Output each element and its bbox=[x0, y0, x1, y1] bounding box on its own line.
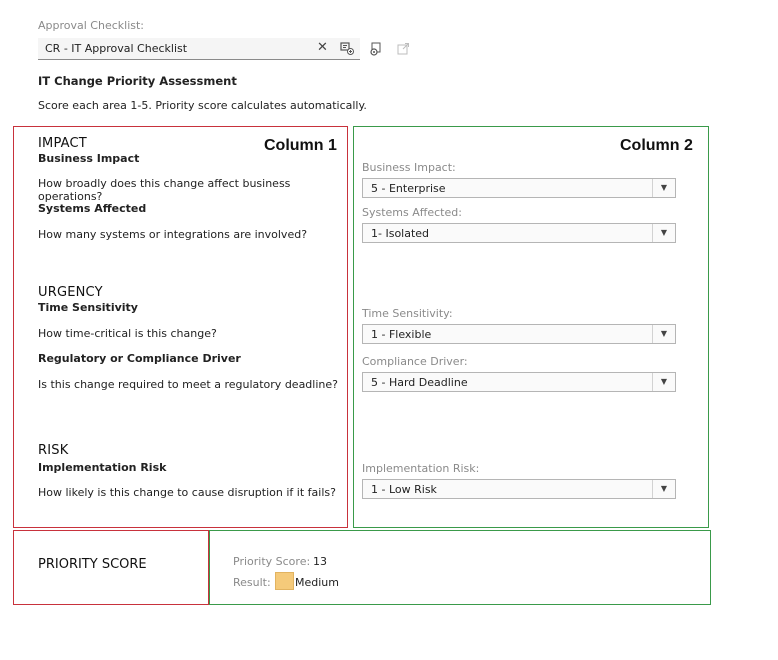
result-value: Medium bbox=[295, 576, 339, 589]
approval-checklist-label: Approval Checklist: bbox=[38, 19, 145, 32]
column-2-panel bbox=[353, 126, 709, 528]
approval-checklist-field[interactable] bbox=[38, 38, 360, 60]
impact-heading: IMPACT bbox=[38, 136, 87, 151]
systems-affected-question: How many systems or integrations are involved? bbox=[38, 228, 308, 241]
implementation-risk-question: How likely is this change to cause disruption if it fails? bbox=[38, 486, 336, 499]
compliance-driver-title: Regulatory or Compliance Driver bbox=[38, 352, 241, 365]
chevron-down-icon[interactable]: ▼ bbox=[652, 179, 675, 197]
business-impact-title: Business Impact bbox=[38, 152, 140, 165]
column-2-heading: Column 2 bbox=[620, 137, 693, 154]
chevron-down-icon[interactable]: ▼ bbox=[652, 480, 675, 498]
time-sensitivity-label: Time Sensitivity: bbox=[362, 307, 453, 320]
implementation-risk-value: 1 - Low Risk bbox=[371, 483, 437, 496]
risk-heading: RISK bbox=[38, 443, 69, 458]
business-impact-label: Business Impact: bbox=[362, 161, 456, 174]
priority-score-heading: PRIORITY SCORE bbox=[38, 557, 147, 572]
clear-icon[interactable]: ✕ bbox=[317, 40, 328, 55]
implementation-risk-label: Implementation Risk: bbox=[362, 462, 480, 475]
priority-score-title-panel bbox=[13, 530, 209, 605]
business-impact-select[interactable] bbox=[362, 178, 676, 198]
time-sensitivity-value: 1 - Flexible bbox=[371, 328, 432, 341]
chevron-down-icon[interactable]: ▼ bbox=[652, 373, 675, 391]
systems-affected-select[interactable] bbox=[362, 223, 676, 243]
priority-score-label: Priority Score: bbox=[233, 555, 311, 568]
chevron-down-icon[interactable]: ▼ bbox=[652, 224, 675, 242]
systems-affected-label: Systems Affected: bbox=[362, 206, 462, 219]
time-sensitivity-title: Time Sensitivity bbox=[38, 301, 138, 314]
systems-affected-title: Systems Affected bbox=[38, 202, 147, 215]
time-sensitivity-select[interactable] bbox=[362, 324, 676, 344]
export-icon[interactable] bbox=[397, 42, 410, 55]
systems-affected-value: 1- Isolated bbox=[371, 227, 430, 240]
compliance-driver-question: Is this change required to meet a regulatory deadline? bbox=[38, 378, 338, 391]
add-record-icon[interactable] bbox=[340, 42, 354, 55]
approval-checklist-value: CR - IT Approval Checklist bbox=[45, 42, 188, 55]
compliance-driver-select[interactable] bbox=[362, 372, 676, 392]
section-title: IT Change Priority Assessment bbox=[38, 74, 237, 88]
compliance-driver-value: 5 - Hard Deadline bbox=[371, 376, 468, 389]
priority-score-result-panel bbox=[209, 530, 711, 605]
compliance-driver-label: Compliance Driver: bbox=[362, 355, 468, 368]
chevron-down-icon[interactable]: ▼ bbox=[652, 325, 675, 343]
time-sensitivity-question: How time-critical is this change? bbox=[38, 327, 217, 340]
implementation-risk-title: Implementation Risk bbox=[38, 461, 167, 474]
implementation-risk-select[interactable] bbox=[362, 479, 676, 499]
business-impact-question: How broadly does this change affect business operations? bbox=[38, 177, 291, 203]
instructions-text: Score each area 1-5. Priority score calculates automatically. bbox=[38, 99, 367, 112]
result-color-swatch bbox=[275, 572, 294, 590]
result-label: Result: bbox=[233, 576, 271, 589]
column-1-panel bbox=[13, 126, 348, 528]
business-impact-value: 5 - Enterprise bbox=[371, 182, 446, 195]
copy-icon[interactable] bbox=[369, 42, 382, 56]
priority-score-value: 13 bbox=[313, 555, 327, 568]
column-1-heading: Column 1 bbox=[264, 137, 337, 154]
urgency-heading: URGENCY bbox=[38, 285, 103, 300]
